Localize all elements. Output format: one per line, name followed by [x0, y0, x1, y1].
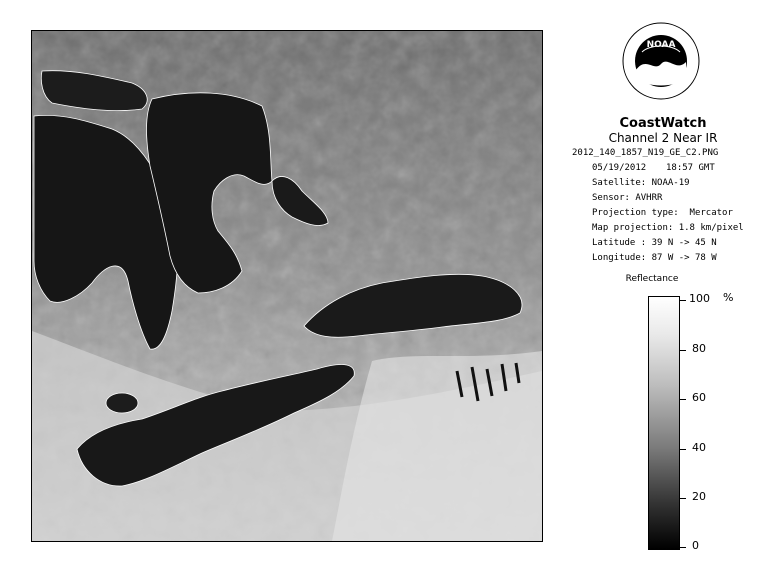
time: 18:57 GMT [666, 163, 715, 173]
tick-mark [680, 300, 686, 301]
filename: 2012_140_1857_N19_GE_C2.PNG [572, 148, 719, 158]
tick-mark [680, 547, 686, 548]
colorbar-label: Reflectance [625, 274, 679, 284]
brand-title: CoastWatch [619, 116, 707, 131]
noaa-logo-text: NOAA [646, 40, 676, 50]
map-projection: Map projection: 1.8 km/pixel [592, 223, 744, 233]
satellite-image [31, 30, 543, 542]
tick-mark [680, 449, 686, 450]
tick-label: 0 [692, 539, 699, 552]
longitude: Longitude: 87 W -> 78 W [592, 253, 717, 263]
projection-type: Projection type: Mercator [592, 208, 733, 218]
channel-label: Channel 2 Near IR [608, 131, 718, 145]
great-lakes-map [32, 31, 542, 541]
tick-mark [680, 498, 686, 499]
colorbar [648, 296, 680, 550]
noaa-logo-icon [622, 22, 700, 100]
colorbar-unit: % [723, 291, 734, 304]
tick-label: 40 [692, 441, 706, 454]
satellite: Satellite: NOAA-19 [592, 178, 690, 188]
sensor: Sensor: AVHRR [592, 193, 663, 203]
latitude: Latitude : 39 N -> 45 N [592, 238, 717, 248]
noaa-logo [622, 22, 700, 100]
tick-label: 60 [692, 391, 706, 404]
tick-label: 20 [692, 490, 706, 503]
tick-mark [680, 350, 686, 351]
lake-st-clair [106, 393, 138, 413]
tick-label: 80 [692, 342, 706, 355]
tick-mark [680, 399, 686, 400]
date: 05/19/2012 [592, 163, 647, 173]
tick-label: 100 [689, 292, 710, 305]
